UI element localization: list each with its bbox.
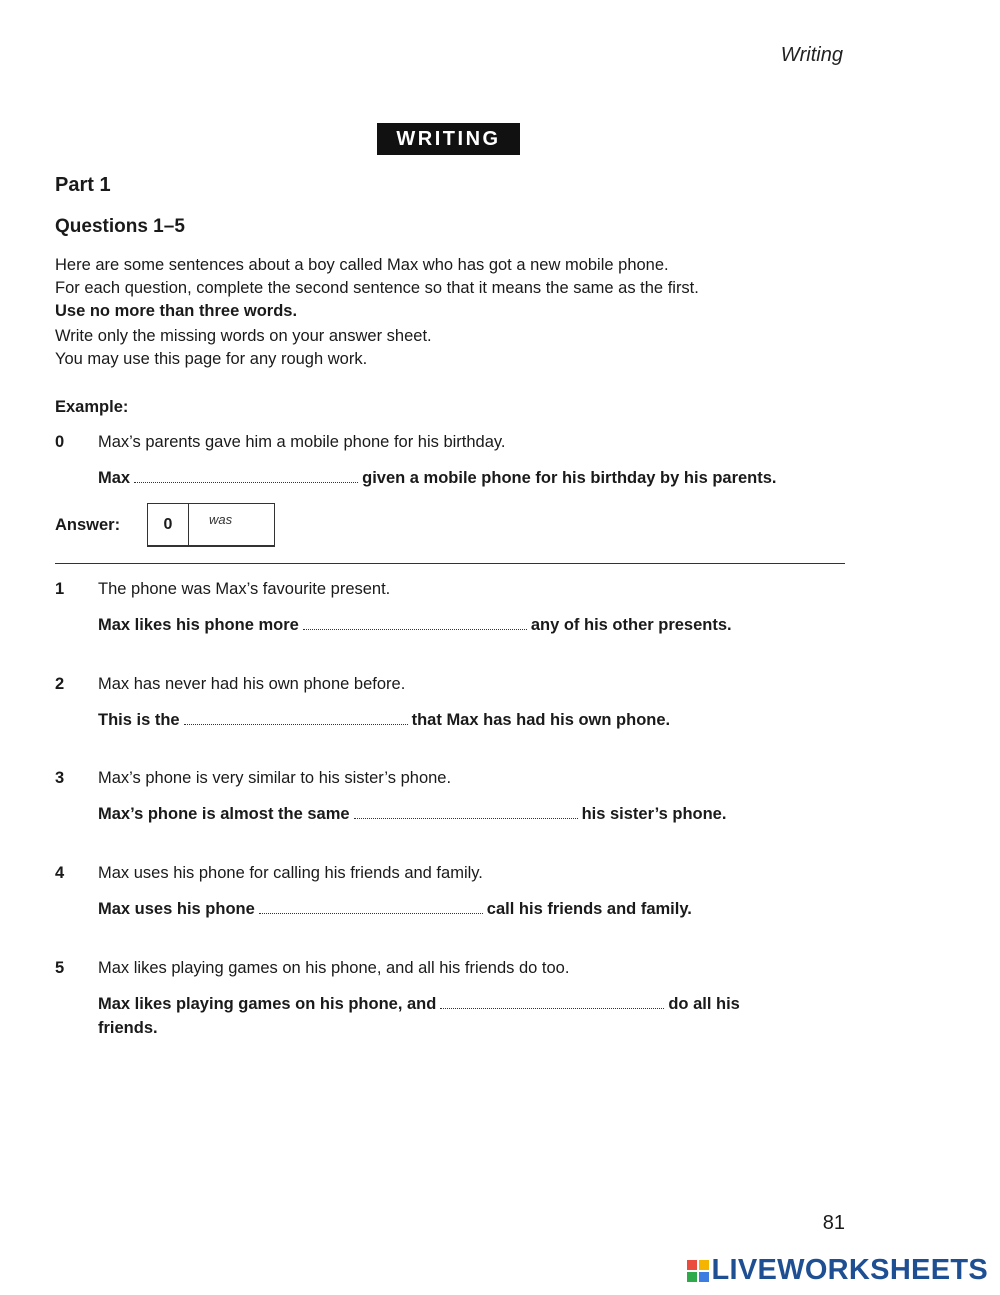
question-3-number: 3 xyxy=(55,769,65,787)
question-1-blank[interactable] xyxy=(303,617,527,630)
question-4-number: 4 xyxy=(55,864,65,882)
instruction-line-4: Write only the missing words on your answer sheet. xyxy=(55,327,432,345)
liveworksheets-logo-icon xyxy=(687,1260,709,1282)
questions-range: Questions 1–5 xyxy=(55,216,185,237)
question-5-blank[interactable] xyxy=(440,996,664,1009)
question-1-before: Max likes his phone more xyxy=(98,616,299,634)
question-5-after: do all his xyxy=(668,995,740,1013)
question-2-number: 2 xyxy=(55,675,65,693)
question-5-transform-line xyxy=(98,993,740,1016)
question-5-sentence: Max likes playing games on his phone, and all his friends do too. xyxy=(98,959,570,977)
page-number: 81 xyxy=(822,1212,845,1234)
instruction-line-5: You may use this page for any rough work. xyxy=(55,350,368,368)
question-4-blank[interactable] xyxy=(259,901,483,914)
question-5-transform-line-2: friends. xyxy=(98,1019,158,1037)
question-3-after: his sister’s phone. xyxy=(581,805,727,823)
question-3-sentence: Max’s phone is very similar to his sister’s phone. xyxy=(98,769,452,787)
question-1-number: 1 xyxy=(55,580,65,598)
question-2-before: This is the xyxy=(98,711,180,729)
question-2-transform-line xyxy=(98,709,670,732)
example-before: Max xyxy=(98,469,131,487)
question-1-transform-line xyxy=(98,614,732,637)
answer-label: Answer: xyxy=(55,516,121,534)
question-1-sentence: The phone was Max’s favourite present. xyxy=(98,580,391,598)
section-title-box xyxy=(377,123,520,155)
answer-box-value: was xyxy=(209,512,233,527)
example-label: Example: xyxy=(55,398,129,416)
example-answer-box xyxy=(147,503,275,547)
section-title: WRITING xyxy=(396,127,501,150)
question-2-after: that Max has had his own phone. xyxy=(411,711,671,729)
question-5-number: 5 xyxy=(55,959,65,977)
liveworksheets-text: LIVEWORKSHEETS xyxy=(711,1254,988,1286)
section-header: Writing xyxy=(780,44,843,66)
instruction-line-2: For each question, complete the second sentence so that it means the same as the first. xyxy=(55,279,699,297)
example-after: given a mobile phone for his birthday by his parents. xyxy=(362,469,777,487)
question-4-after: call his friends and family. xyxy=(486,900,692,918)
question-2-sentence: Max has never had his own phone before. xyxy=(98,675,406,693)
question-4-before: Max uses his phone xyxy=(98,900,255,918)
instruction-line-3: Use no more than three words. xyxy=(55,302,298,320)
instruction-line-1: Here are some sentences about a boy called Max who has got a new mobile phone. xyxy=(55,256,669,274)
question-1-after: any of his other presents. xyxy=(530,616,732,634)
divider-line xyxy=(55,563,845,564)
liveworksheets-watermark xyxy=(687,1254,989,1287)
example-number: 0 xyxy=(55,433,65,451)
example-transform-line xyxy=(98,467,777,490)
question-5-before: Max likes playing games on his phone, and xyxy=(98,995,437,1013)
question-3-transform-line xyxy=(98,803,726,826)
example-sentence: Max’s parents gave him a mobile phone for his birthday. xyxy=(98,433,506,451)
question-3-blank[interactable] xyxy=(354,806,578,819)
question-2-blank[interactable] xyxy=(184,712,408,725)
part-title: Part 1 xyxy=(55,174,111,196)
answer-box-number: 0 xyxy=(148,504,189,545)
question-4-sentence: Max uses his phone for calling his friends and family. xyxy=(98,864,483,882)
question-3-before: Max’s phone is almost the same xyxy=(98,805,350,823)
example-blank xyxy=(134,470,358,483)
question-4-transform-line xyxy=(98,898,692,921)
